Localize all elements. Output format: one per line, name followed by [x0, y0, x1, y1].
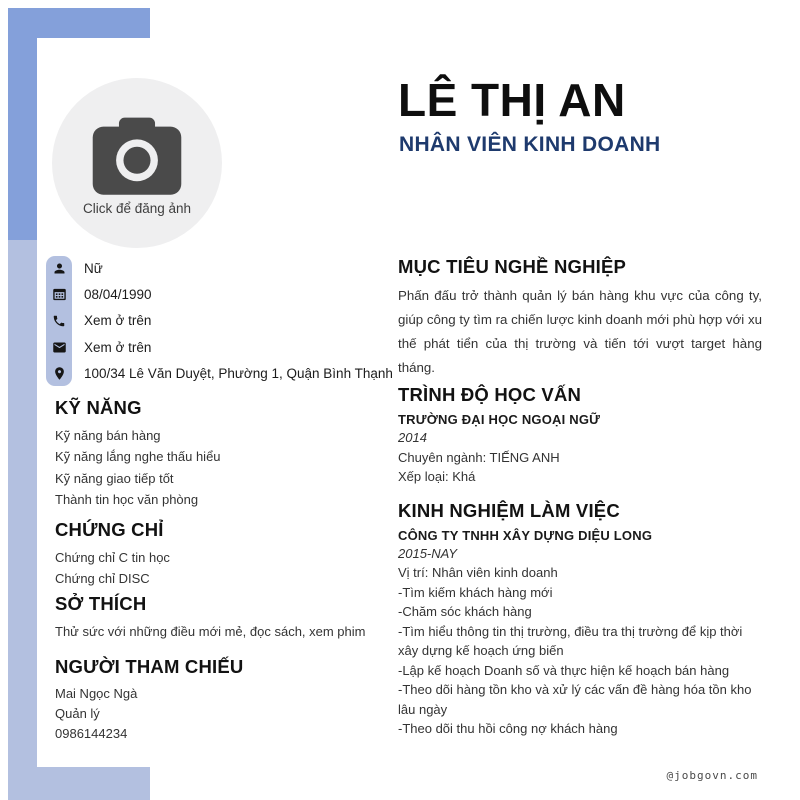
frame-bottom-bar — [8, 767, 150, 800]
calendar-icon — [46, 287, 72, 302]
contact-info — [46, 255, 393, 387]
education-detail: Xếp loại: Khá — [398, 469, 476, 484]
experience-detail: -Theo dõi thu hồi công nợ khách hàng — [398, 721, 618, 736]
contact-email: Xem ở trên — [84, 339, 152, 355]
phone-icon — [46, 314, 72, 328]
frame-left-bar-light — [8, 240, 37, 800]
site-watermark: @jobgovn.com — [666, 769, 758, 782]
frame-left-bar-dark — [8, 8, 37, 240]
contact-phone: Xem ở trên — [84, 313, 152, 329]
experience-detail: -Chăm sóc khách hàng — [398, 604, 532, 619]
skill-item: Kỹ năng giao tiếp tốt — [55, 470, 174, 486]
experience-detail: Vị trí: Nhân viên kinh doanh — [398, 565, 558, 580]
skill-item: Kỹ năng bán hàng — [55, 428, 161, 443]
contact-row-email — [46, 334, 393, 360]
contact-row-birthdate — [46, 281, 393, 307]
reference-phone: 0986144234 — [55, 725, 128, 741]
section-certificates — [55, 520, 390, 590]
photo-upload-label: Click để đăng ảnh — [82, 201, 192, 216]
contact-row-address — [46, 361, 393, 387]
contact-gender: Nữ — [84, 260, 103, 276]
contact-address: 100/34 Lê Văn Duyệt, Phường 1, Quận Bình Thạnh — [84, 366, 393, 382]
section-objective — [398, 257, 762, 380]
skill-item: Thành tin học văn phòng — [55, 492, 199, 508]
reference-name: Mai Ngọc Ngà — [55, 685, 138, 701]
experience-company: CÔNG TY TNHH XÂY DỰNG DIỆU LONG — [398, 527, 653, 543]
experience-detail: -Tìm hiểu thông tin thị trường, điều tra thị trường để kịp thời xây dựng kế hoạch ứng biến — [398, 623, 743, 658]
contact-row-gender — [46, 255, 393, 281]
section-experience — [398, 501, 762, 739]
section-title-hobbies: SỞ THÍCH — [55, 593, 147, 615]
hobby-item: Thử sức với những điều mới mẻ, đọc sách, xem phim — [55, 624, 366, 640]
camera-icon — [87, 116, 187, 198]
experience-period: 2015-NAY — [398, 545, 458, 561]
skill-item: Kỹ năng lắng nghe thấu hiểu — [55, 449, 221, 465]
section-title-references: NGƯỜI THAM CHIẾU — [55, 655, 244, 677]
location-icon — [46, 366, 72, 381]
candidate-name: LÊ THỊ AN — [398, 74, 626, 126]
section-title-objective: MỤC TIÊU NGHỀ NGHIỆP — [398, 256, 627, 277]
section-education — [398, 385, 762, 487]
section-title-experience: KINH NGHIỆM LÀM VIỆC — [398, 499, 620, 521]
certificate-item: Chứng chỉ C tin học — [55, 549, 170, 565]
job-title: NHÂN VIÊN KINH DOANH — [399, 133, 661, 156]
email-icon — [46, 340, 72, 355]
section-skills — [55, 398, 390, 511]
certificate-item: Chứng chỉ DISC — [55, 571, 150, 587]
section-hobbies — [55, 594, 390, 642]
experience-detail: -Theo dõi hàng tồn kho và xử lý các vấn đề hàng hóa tồn kho lâu ngày — [398, 682, 752, 717]
reference-role: Quản lý — [55, 705, 100, 721]
left-column — [55, 398, 390, 744]
education-detail: Chuyên ngành: TIẾNG ANH — [398, 449, 560, 465]
contact-birthdate: 08/04/1990 — [84, 287, 152, 303]
education-period: 2014 — [398, 430, 427, 445]
section-title-certificates: CHỨNG CHỈ — [55, 518, 164, 540]
person-icon — [46, 261, 72, 276]
right-column — [398, 257, 762, 739]
education-school: TRƯỜNG ĐẠI HỌC NGOẠI NGỮ — [398, 412, 601, 427]
experience-detail: -Tìm kiếm khách hàng mới — [398, 584, 553, 600]
photo-upload-placeholder[interactable] — [52, 78, 222, 248]
section-title-skills: KỸ NĂNG — [55, 397, 142, 418]
section-references — [55, 657, 390, 744]
objective-text: Phấn đấu trở thành quản lý bán hàng khu vực của công ty, giúp công ty tìm ra chiến lược kinh doanh mới phù hợp với xu thế phát tiển của thị trường và tiến tới vượt target hàng tháng. — [398, 288, 762, 375]
contact-row-phone — [46, 308, 393, 334]
experience-detail: -Lập kế hoạch Doanh số và thực hiện kế hoạch bán hàng — [398, 662, 730, 678]
section-title-education: TRÌNH ĐỘ HỌC VẤN — [398, 384, 582, 405]
